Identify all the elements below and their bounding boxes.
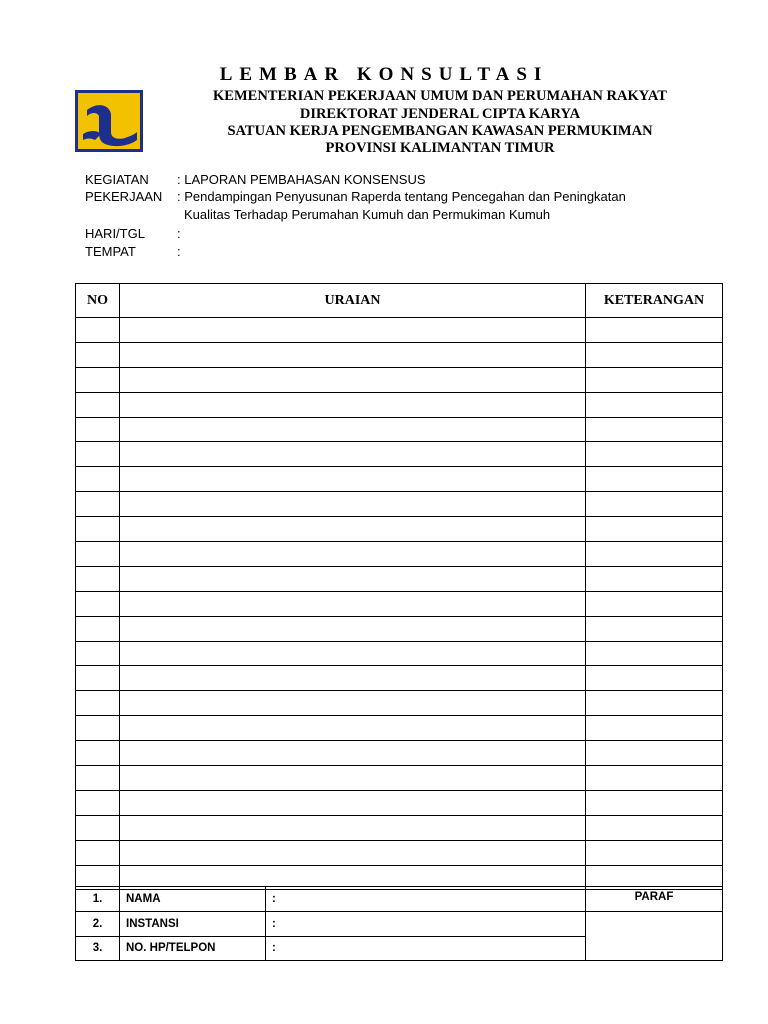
table-row xyxy=(76,666,723,691)
no-cell[interactable] xyxy=(76,517,120,542)
keterangan-cell[interactable] xyxy=(586,417,723,442)
no-cell[interactable] xyxy=(76,741,120,766)
no-cell[interactable] xyxy=(76,442,120,467)
keterangan-cell[interactable] xyxy=(586,766,723,791)
table-body xyxy=(76,318,723,890)
org-line-work-unit: SATUAN KERJA PENGEMBANGAN KAWASAN PERMUKIMAN xyxy=(227,123,653,139)
uraian-cell[interactable] xyxy=(120,442,586,467)
uraian-cell[interactable] xyxy=(120,691,586,716)
table-row xyxy=(76,790,723,815)
keterangan-cell[interactable] xyxy=(586,790,723,815)
uraian-cell[interactable] xyxy=(120,566,586,591)
no-cell[interactable] xyxy=(76,616,120,641)
tempat-label: TEMPAT xyxy=(85,244,136,259)
identity-label: NAMA xyxy=(120,887,266,912)
no-cell[interactable] xyxy=(76,716,120,741)
table-row xyxy=(76,318,723,343)
uraian-cell[interactable] xyxy=(120,392,586,417)
keterangan-cell[interactable] xyxy=(586,342,723,367)
no-cell[interactable] xyxy=(76,815,120,840)
table-row xyxy=(76,442,723,467)
paraf-label: PARAF xyxy=(586,887,723,912)
uraian-cell[interactable] xyxy=(120,815,586,840)
table-row xyxy=(76,517,723,542)
table-row xyxy=(76,815,723,840)
no-cell[interactable] xyxy=(76,691,120,716)
table-row xyxy=(76,542,723,567)
tempat-value: : xyxy=(177,244,181,259)
keterangan-cell[interactable] xyxy=(586,566,723,591)
hari-tgl-label: HARI/TGL xyxy=(85,226,145,241)
keterangan-cell[interactable] xyxy=(586,467,723,492)
identity-row-instansi xyxy=(76,912,723,937)
keterangan-cell[interactable] xyxy=(586,392,723,417)
uraian-cell[interactable] xyxy=(120,318,586,343)
no-cell[interactable] xyxy=(76,467,120,492)
org-line-province: PROVINSI KALIMANTAN TIMUR xyxy=(325,140,555,156)
hari-tgl-value: : xyxy=(177,226,181,241)
no-cell[interactable] xyxy=(76,542,120,567)
consultant-identity-table xyxy=(75,886,723,961)
table-row xyxy=(76,716,723,741)
org-line-directorate: DIREKTORAT JENDERAL CIPTA KARYA xyxy=(299,106,581,122)
table-row xyxy=(76,467,723,492)
no-cell[interactable] xyxy=(76,392,120,417)
no-cell[interactable] xyxy=(76,766,120,791)
info-kegiatan xyxy=(85,171,426,188)
uraian-cell[interactable] xyxy=(120,367,586,392)
keterangan-cell[interactable] xyxy=(586,666,723,691)
keterangan-cell[interactable] xyxy=(586,641,723,666)
keterangan-cell[interactable] xyxy=(586,616,723,641)
uraian-cell[interactable] xyxy=(120,666,586,691)
no-cell[interactable] xyxy=(76,492,120,517)
keterangan-cell[interactable] xyxy=(586,591,723,616)
no-cell[interactable] xyxy=(76,566,120,591)
keterangan-cell[interactable] xyxy=(586,691,723,716)
uraian-cell[interactable] xyxy=(120,517,586,542)
uraian-cell[interactable] xyxy=(120,616,586,641)
kegiatan-value: : LAPORAN PEMBAHASAN KONSENSUS xyxy=(177,172,426,187)
table-row xyxy=(76,766,723,791)
identity-label: INSTANSI xyxy=(120,912,266,937)
row-number: 2. xyxy=(76,912,120,937)
keterangan-cell[interactable] xyxy=(586,840,723,865)
consultation-table xyxy=(75,283,723,890)
pekerjaan-value: : Pendampingan Penyusunan Raperda tentang Pencegahan dan Peningkatan xyxy=(177,189,626,204)
keterangan-cell[interactable] xyxy=(586,716,723,741)
header-uraian: URAIAN xyxy=(120,284,586,318)
uraian-cell[interactable] xyxy=(120,641,586,666)
keterangan-cell[interactable] xyxy=(586,318,723,343)
table-row xyxy=(76,591,723,616)
no-cell[interactable] xyxy=(76,342,120,367)
no-cell[interactable] xyxy=(76,367,120,392)
no-cell[interactable] xyxy=(76,840,120,865)
uraian-cell[interactable] xyxy=(120,766,586,791)
identity-value-field[interactable]: : xyxy=(266,887,586,912)
table-row xyxy=(76,691,723,716)
header-keterangan: KETERANGAN xyxy=(586,284,723,318)
info-pekerjaan xyxy=(85,188,626,205)
uraian-cell[interactable] xyxy=(120,840,586,865)
uraian-cell[interactable] xyxy=(120,417,586,442)
uraian-cell[interactable] xyxy=(120,467,586,492)
uraian-cell[interactable] xyxy=(120,542,586,567)
row-number: 1. xyxy=(76,887,120,912)
info-hari-tgl xyxy=(85,225,181,242)
table-row xyxy=(76,367,723,392)
table-row xyxy=(76,417,723,442)
table-row xyxy=(76,741,723,766)
table-row xyxy=(76,641,723,666)
pekerjaan-value-continued: Kualitas Terhadap Perumahan Kumuh dan Permukiman Kumuh xyxy=(184,207,551,222)
table-row xyxy=(76,492,723,517)
row-number: 3. xyxy=(76,936,120,961)
uraian-cell[interactable] xyxy=(120,741,586,766)
identity-row-nama xyxy=(76,887,723,912)
uraian-cell[interactable] xyxy=(120,591,586,616)
info-tempat xyxy=(85,243,181,260)
uraian-cell[interactable] xyxy=(120,342,586,367)
table-row xyxy=(76,342,723,367)
no-cell[interactable] xyxy=(76,417,120,442)
uraian-cell[interactable] xyxy=(120,492,586,517)
table-header-row xyxy=(76,284,723,318)
table-row xyxy=(76,392,723,417)
keterangan-cell[interactable] xyxy=(586,442,723,467)
identity-label: NO. HP/TELPON xyxy=(120,936,266,961)
no-cell[interactable] xyxy=(76,790,120,815)
no-cell[interactable] xyxy=(76,591,120,616)
form-title: LEMBAR KONSULTASI xyxy=(219,64,549,85)
keterangan-cell[interactable] xyxy=(586,517,723,542)
paraf-signature-area[interactable] xyxy=(586,912,723,961)
table-row xyxy=(76,616,723,641)
keterangan-cell[interactable] xyxy=(586,367,723,392)
no-cell[interactable] xyxy=(76,318,120,343)
identity-value-field[interactable]: : xyxy=(266,936,586,961)
identity-value-field[interactable]: : xyxy=(266,912,586,937)
keterangan-cell[interactable] xyxy=(586,815,723,840)
table-row xyxy=(76,566,723,591)
uraian-cell[interactable] xyxy=(120,716,586,741)
uraian-cell[interactable] xyxy=(120,790,586,815)
keterangan-cell[interactable] xyxy=(586,542,723,567)
no-cell[interactable] xyxy=(76,666,120,691)
kegiatan-label: KEGIATAN xyxy=(85,172,149,187)
keterangan-cell[interactable] xyxy=(586,741,723,766)
pekerjaan-label: PEKERJAAN xyxy=(85,189,163,204)
header-no: NO xyxy=(76,284,120,318)
no-cell[interactable] xyxy=(76,641,120,666)
org-line-ministry: KEMENTERIAN PEKERJAAN UMUM DAN PERUMAHAN RAKYAT xyxy=(213,88,667,104)
keterangan-cell[interactable] xyxy=(586,492,723,517)
table-row xyxy=(76,840,723,865)
